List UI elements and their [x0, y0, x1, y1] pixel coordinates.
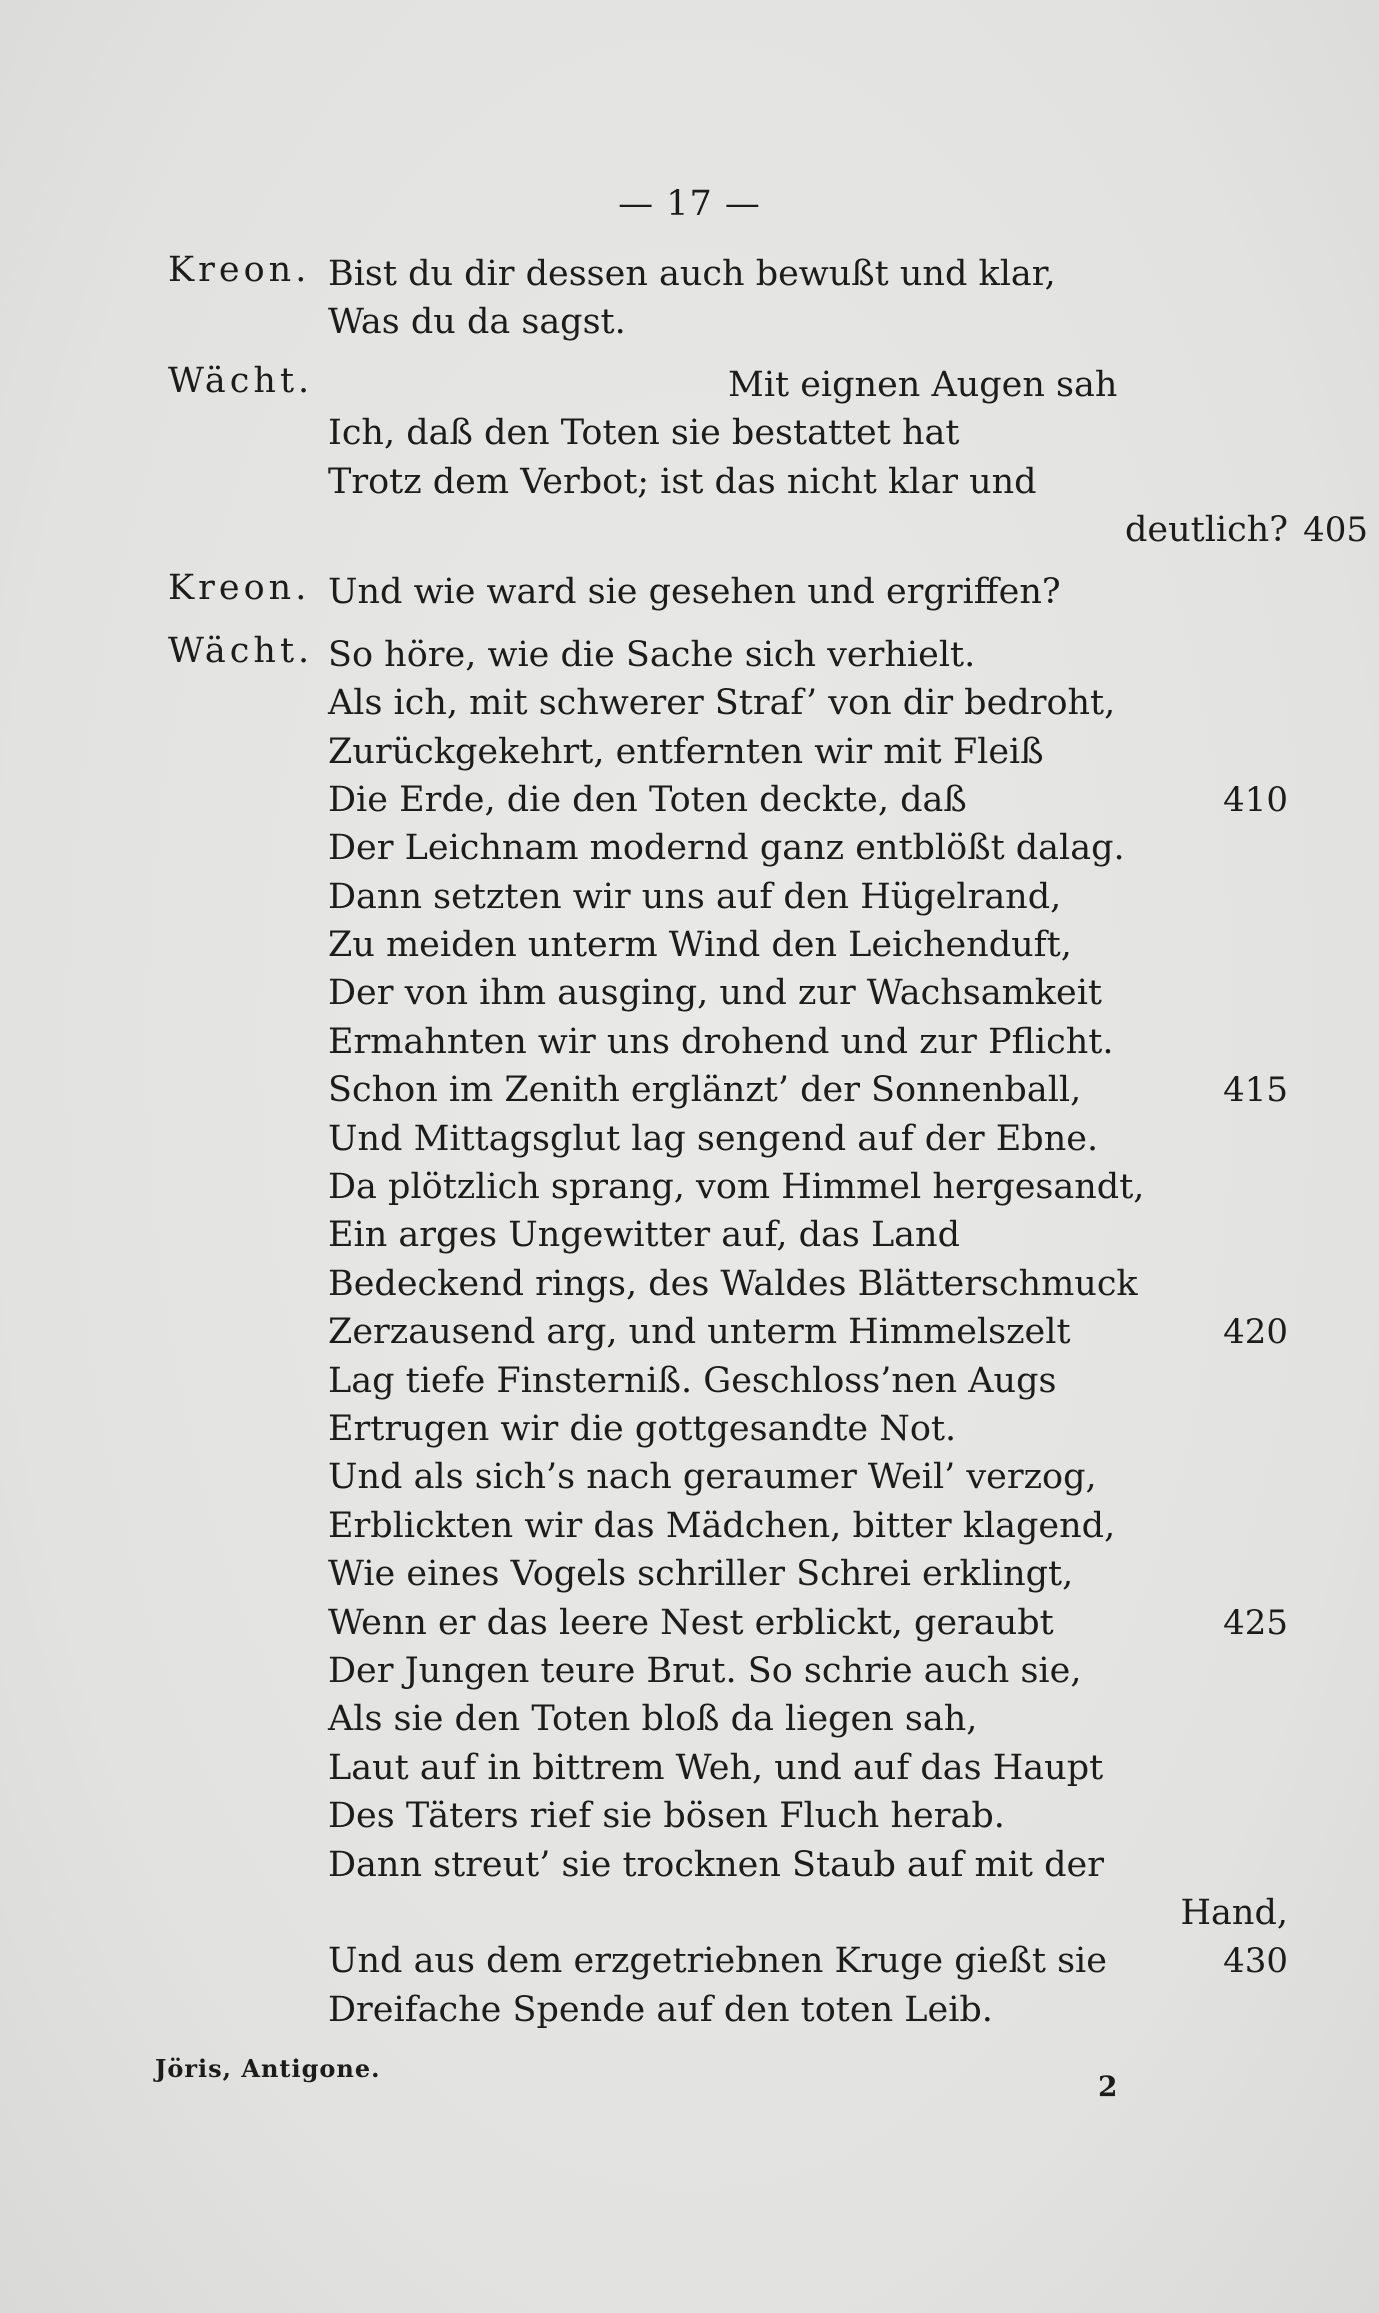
verse-line	[328, 1695, 1288, 1743]
verse-line	[328, 728, 1288, 776]
verse-text: Und als sich’s nach geraumer Weil’ verzog,	[328, 1457, 1097, 1498]
verse-block	[328, 568, 1208, 616]
line-number: 420	[1223, 1312, 1288, 1353]
verse-text: Dann setzten wir uns auf den Hügelrand,	[328, 876, 1062, 917]
verse-line	[328, 568, 1288, 616]
verse-text: Da plötzlich sprang, vom Himmel hergesandt,	[328, 1167, 1145, 1208]
verse-line	[328, 1647, 1288, 1695]
verse-line	[328, 1599, 1288, 1647]
speaker-name: Kreon.	[168, 250, 311, 290]
verse-text: Und Mittagsglut lag sengend auf der Ebne.	[328, 1118, 1099, 1159]
verse-line	[328, 1937, 1288, 1985]
dialogue-entry	[168, 568, 1208, 616]
verse-line	[328, 824, 1288, 872]
verse-line	[328, 506, 1368, 554]
verse-line	[328, 1889, 1368, 1937]
verse-line	[328, 1115, 1288, 1163]
verse-text: Hand,	[1180, 1892, 1288, 1933]
verse-line	[328, 298, 1288, 346]
verse-text: Trotz dem Verbot; ist das nicht klar und	[328, 461, 1037, 502]
verse-text: Als sie den Toten bloß da liegen sah,	[328, 1699, 978, 1740]
verse-line	[328, 1260, 1288, 1308]
line-number: 410	[1223, 779, 1288, 820]
line-number: 415	[1223, 1070, 1288, 1111]
dialogue-text	[168, 250, 1368, 2048]
verse-text: Des Täters rief sie bösen Fluch herab.	[328, 1796, 1005, 1837]
verse-text: So höre, wie die Sache sich verhielt.	[328, 634, 976, 675]
page-number-header: — 17 —	[618, 184, 761, 224]
verse-line	[328, 1357, 1288, 1405]
verse-text: Der Leichnam modernd ganz entblößt dalag.	[328, 828, 1125, 869]
verse-line	[328, 679, 1288, 727]
verse-text: Zerzausend arg, und unterm Himmelszelt	[328, 1312, 1071, 1353]
verse-line	[328, 1550, 1288, 1598]
verse-line	[328, 1405, 1288, 1453]
verse-line	[328, 921, 1288, 969]
verse-text: Dann streut’ sie trocknen Staub auf mit der	[328, 1844, 1104, 1885]
verse-text: Ertrugen wir die gottgesandte Not.	[328, 1408, 957, 1449]
verse-text: Und wie ward sie gesehen und ergriffen?	[328, 572, 1061, 613]
verse-text: Lag tiefe Finsterniß. Geschloss’nen Augs	[328, 1360, 1057, 1401]
verse-text: Die Erde, die den Toten deckte, daß	[328, 779, 967, 820]
verse-line	[328, 1066, 1288, 1114]
line-number: 405	[1303, 509, 1368, 550]
verse-line	[328, 969, 1288, 1017]
verse-line	[328, 1841, 1288, 1889]
dialogue-entry	[168, 360, 1368, 555]
verse-line	[328, 1986, 1288, 2034]
verse-line	[328, 361, 1379, 409]
verse-line	[328, 776, 1288, 824]
verse-text: Zurückgekehrt, entfernten wir mit Fleiß	[328, 731, 1044, 772]
verse-line	[328, 250, 1288, 298]
verse-line	[328, 1211, 1288, 1259]
sheet-number: 2	[1098, 2070, 1118, 2103]
verse-line	[328, 409, 1288, 457]
verse-block	[328, 361, 1368, 555]
line-number: 425	[1223, 1602, 1288, 1643]
line-number: 430	[1223, 1941, 1288, 1982]
verse-block	[328, 631, 1288, 2034]
verse-line	[328, 1453, 1288, 1501]
verse-line	[328, 458, 1288, 506]
verse-text: Zu meiden unterm Wind den Leichenduft,	[328, 925, 1072, 966]
verse-text: Erblickten wir das Mädchen, bitter klagend,	[328, 1505, 1116, 1546]
verse-line	[328, 1163, 1288, 1211]
verse-text: deutlich?	[1124, 509, 1288, 550]
speaker-name: Wächt.	[168, 630, 314, 671]
verse-text: Mit eignen Augen sah	[728, 364, 1118, 405]
verse-line	[328, 1744, 1288, 1792]
verse-block	[328, 250, 1208, 347]
verse-text: Bedeckend rings, des Waldes Blätterschmuck	[328, 1263, 1138, 1304]
verse-text: Was du da sagst.	[328, 302, 626, 343]
verse-line	[328, 1792, 1288, 1840]
verse-text: Wenn er das leere Nest erblickt, geraubt	[328, 1602, 1054, 1643]
verse-text: Dreifache Spende auf den toten Leib.	[328, 1989, 993, 2030]
verse-text: Der Jungen teure Brut. So schrie auch sie,	[328, 1650, 1082, 1691]
verse-text: Ein arges Ungewitter auf, das Land	[328, 1215, 960, 1256]
signature-mark: Jöris, Antigone.	[155, 2054, 381, 2083]
verse-text: Ermahnten wir uns drohend und zur Pflicht.	[328, 1021, 1114, 1062]
verse-line	[328, 1018, 1288, 1066]
verse-line	[328, 631, 1288, 679]
verse-text: Laut auf in bittrem Weh, und auf das Haupt	[328, 1747, 1104, 1788]
verse-text: Der von ihm ausging, und zur Wachsamkeit	[328, 973, 1102, 1014]
verse-text: Als ich, mit schwerer Straf’ von dir bedroht,	[328, 683, 1116, 724]
speaker-name: Kreon.	[168, 568, 311, 609]
verse-text: Bist du dir dessen auch bewußt und klar,	[328, 254, 1056, 294]
verse-text: Ich, daß den Toten sie bestattet hat	[328, 413, 960, 454]
verse-text: Schon im Zenith erglänzt’ der Sonnenball,	[328, 1070, 1082, 1111]
speaker-name: Wächt.	[168, 360, 314, 401]
verse-line	[328, 873, 1288, 921]
verse-line	[328, 1502, 1288, 1550]
verse-text: Wie eines Vogels schriller Schrei erklingt,	[328, 1554, 1074, 1595]
verse-text: Und aus dem erzgetriebnen Kruge gießt sie	[328, 1941, 1107, 1982]
dialogue-entry	[168, 630, 1288, 2034]
verse-line	[328, 1308, 1288, 1356]
dialogue-entry	[168, 250, 1208, 347]
